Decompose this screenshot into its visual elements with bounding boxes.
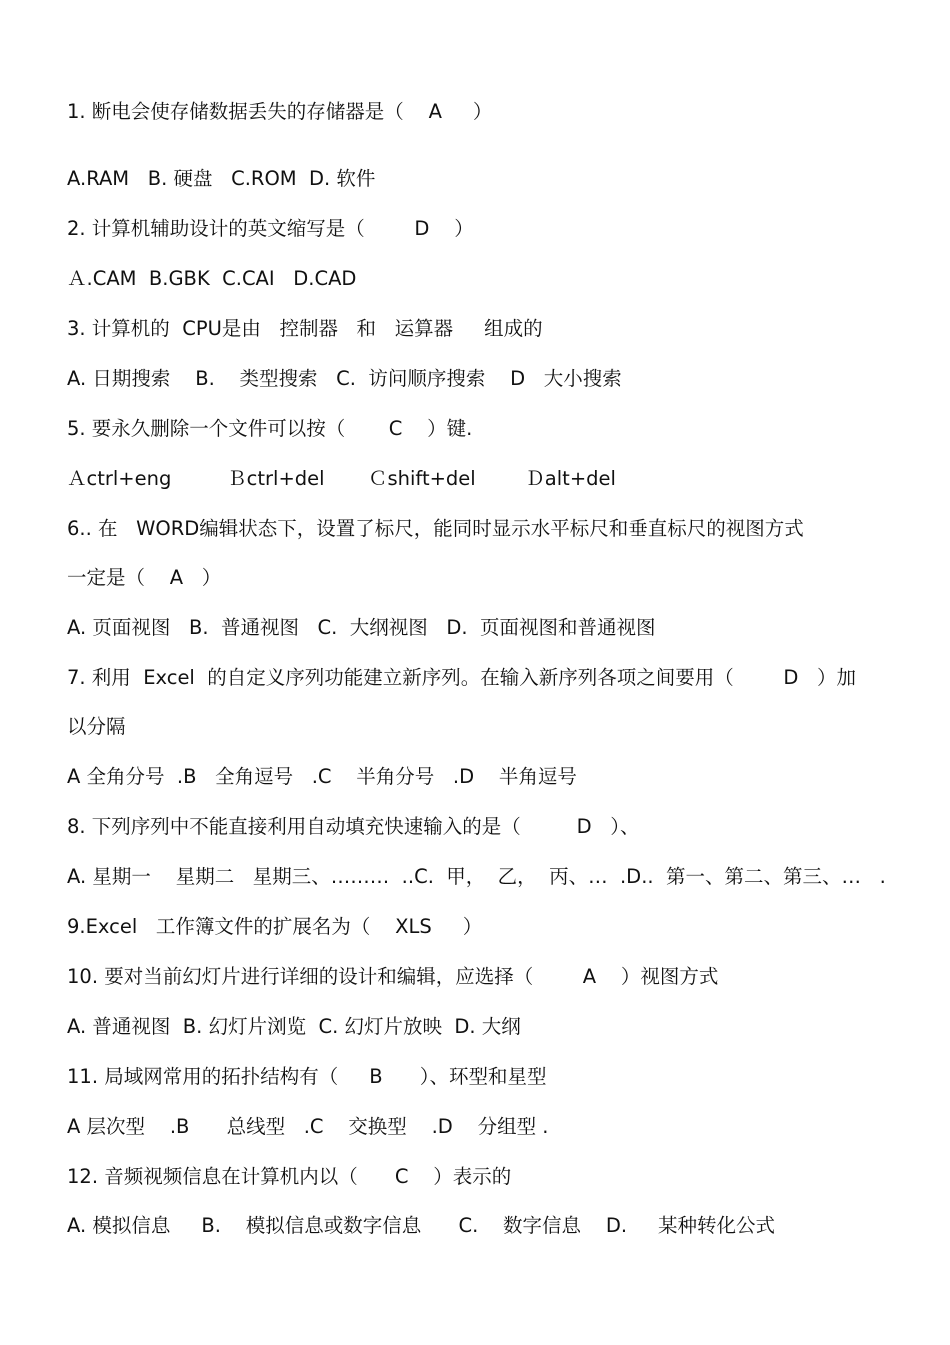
question-6-options: A. 页面视图 B. 普通视图 C. 大纲视图 D. 页面视图和普通视图 (67, 616, 656, 639)
question-3-options: A. 日期搜索 B. 类型搜索 C. 访问顺序搜索 D 大小搜索 (67, 367, 622, 390)
question-7-continued: 以分隔 (67, 715, 126, 738)
question-12-options: A. 模拟信息 B. 模拟信息或数字信息 C. 数字信息 D. 某种转化公式 (67, 1214, 776, 1237)
question-12: 12. 音频视频信息在计算机内以（ C ）表示的 (67, 1165, 512, 1188)
question-8-options: A. 星期一 星期二 星期三、……… ..C. 甲， 乙， 丙、… .D.. 第一、第二、第三、… . (67, 865, 886, 888)
question-6-continued: 一定是（ A ） (67, 566, 222, 589)
question-6: 6.. 在 WORD编辑状态下，设置了标尺，能同时显示水平标尺和垂直标尺的视图方式 (67, 517, 804, 540)
question-7: 7. 利用 Excel 的自定义序列功能建立新序列。在输入新序列各项之间要用（ D ）加 (67, 666, 856, 689)
question-1-options: A.RAM B. 硬盘 C.ROM D. 软件 (67, 167, 376, 190)
question-7-options: A 全角分号 .B 全角逗号 .C 半角分号 .D 半角逗号 (67, 765, 577, 788)
question-11: 11. 局域网常用的拓扑结构有（ B ）、环型和星型 (67, 1065, 547, 1088)
question-10-options: A. 普通视图 B. 幻灯片浏览 C. 幻灯片放映 D. 大纲 (67, 1015, 521, 1038)
question-3: 3. 计算机的 CPU是由 控制器 和 运算器 组成的 (67, 317, 543, 340)
question-1: 1. 断电会使存储数据丢失的存储器是（ A ） (67, 100, 493, 123)
question-10: 10. 要对当前幻灯片进行详细的设计和编辑，应选择（ A ）视图方式 (67, 965, 719, 988)
question-5: 5. 要永久删除一个文件可以按（ C ）键. (67, 417, 473, 440)
question-2-options: Ａ.CAM B.GBK C.CAI D.CAD (67, 267, 357, 290)
question-9: 9.Excel 工作簿文件的扩展名为（ XLS ） (67, 915, 483, 938)
question-8: 8. 下列序列中不能直接利用自动填充快速输入的是（ D ）、 (67, 815, 640, 838)
question-2: 2. 计算机辅助设计的英文缩写是（ D ） (67, 217, 474, 240)
question-11-options: A 层次型 .B 总线型 .C 交换型 .D 分组型 . (67, 1115, 549, 1138)
question-5-options: Ａctrl+eng Ｂctrl+del Ｃshift+del Ｄalt+del (67, 467, 616, 490)
